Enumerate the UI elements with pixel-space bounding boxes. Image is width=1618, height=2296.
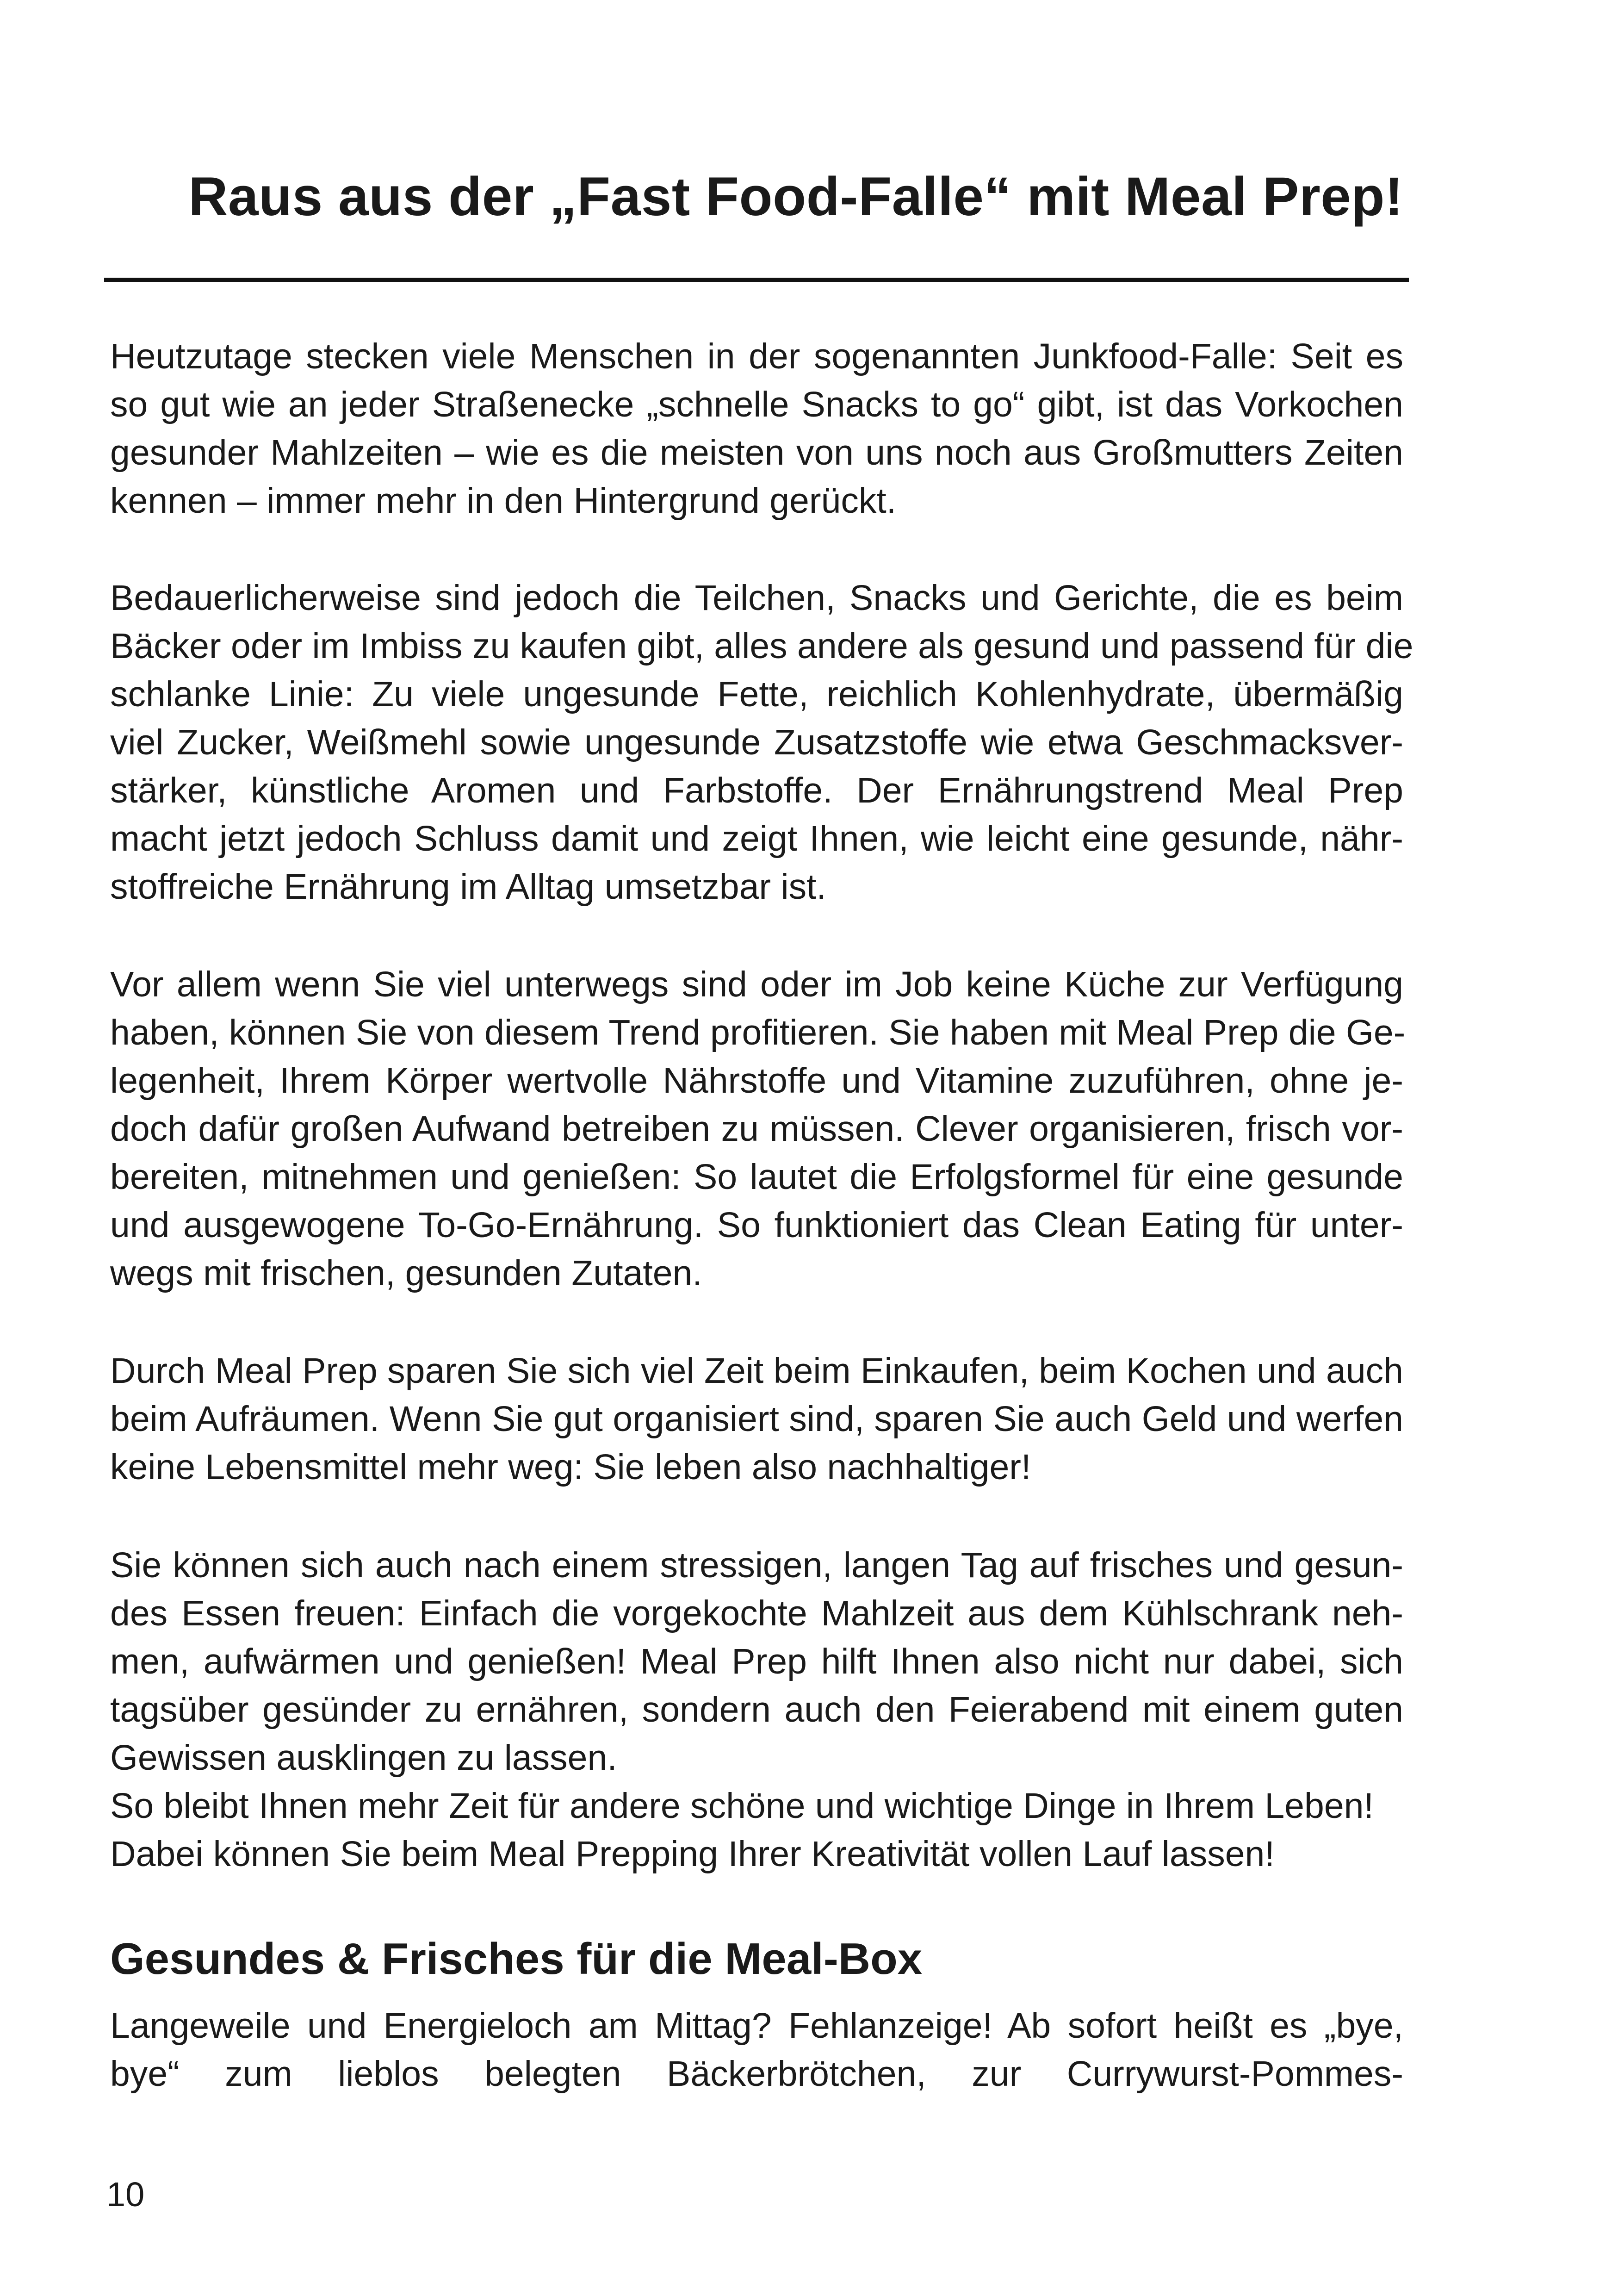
paragraph-line: stärker, künstliche Aromen und Farbstoffe. Der Ernährungstrend Meal Prep — [110, 771, 1403, 810]
paragraph-line: haben, können Sie von diesem Trend profitieren. Sie haben mit Meal Prep die Ge- — [110, 1013, 1406, 1052]
paragraph-5 — [110, 1541, 1403, 1878]
paragraph-line: Bäcker oder im Imbiss zu kaufen gibt, alles andere als gesund und passend für die — [110, 626, 1413, 666]
paragraph-line: schlanke Linie: Zu viele ungesunde Fette, reichlich Kohlenhydrate, übermäßig — [110, 674, 1403, 714]
paragraph-line: kennen – immer mehr in den Hintergrund gerückt. — [110, 481, 897, 521]
paragraph-line: So bleibt Ihnen mehr Zeit für andere schöne und wichtige Dinge in Ihrem Leben! — [110, 1786, 1374, 1826]
paragraph-line: wegs mit frischen, gesunden Zutaten. — [110, 1253, 702, 1293]
paragraph-line: Heutzutage stecken viele Menschen in der sogenannten Junkfood-Falle: Seit es — [110, 336, 1403, 376]
paragraph-line: und ausgewogene To-Go-Ernährung. So funktioniert das Clean Eating für unter- — [110, 1205, 1403, 1245]
paragraph-line: Vor allem wenn Sie viel unterwegs sind oder im Job keine Küche zur Verfügung — [110, 964, 1403, 1004]
paragraph-4 — [110, 1347, 1403, 1491]
section-heading: Gesundes & Frisches für die Meal-Box — [110, 1934, 923, 1984]
page-number: 10 — [106, 2175, 145, 2214]
paragraph-line: Sie können sich auch nach einem stressigen, langen Tag auf frisches und gesun- — [110, 1545, 1403, 1585]
paragraph-line: tagsüber gesünder zu ernähren, sondern auch den Feierabend mit einem guten — [110, 1690, 1403, 1730]
paragraph-line: Durch Meal Prep sparen Sie sich viel Zeit beim Einkaufen, beim Kochen und auch — [110, 1351, 1403, 1391]
paragraph-line: bereiten, mitnehmen und genießen: So lautet die Erfolgsformel für eine gesunde — [110, 1157, 1403, 1197]
paragraph-line: Dabei können Sie beim Meal Prepping Ihrer Kreativität vollen Lauf lassen! — [110, 1834, 1275, 1874]
paragraph-line: viel Zucker, Weißmehl sowie ungesunde Zusatzstoffe wie etwa Geschmacksver- — [110, 722, 1403, 762]
paragraph-line: bye“ zum lieblos belegten Bäckerbrötchen, zur Currywurst-Pommes- — [110, 2054, 1403, 2094]
paragraph-line: men, aufwärmen und genießen! Meal Prep hilft Ihnen also nicht nur dabei, sich — [110, 1642, 1403, 1681]
paragraph-line: keine Lebensmittel mehr weg: Sie leben also nachhaltiger! — [110, 1447, 1031, 1487]
paragraph-line: Gewissen ausklingen zu lassen. — [110, 1738, 617, 1778]
paragraph-line: doch dafür großen Aufwand betreiben zu müssen. Clever organisieren, frisch vor- — [110, 1109, 1403, 1149]
paragraph-line: legenheit, Ihrem Körper wertvolle Nährstoffe und Vitamine zuzuführen, ohne je- — [110, 1061, 1403, 1101]
title-underline — [104, 278, 1409, 282]
paragraph-1 — [110, 332, 1403, 525]
paragraph-2 — [110, 574, 1413, 911]
paragraph-line: macht jetzt jedoch Schluss damit und zeigt Ihnen, wie leicht eine gesunde, nähr- — [110, 819, 1403, 859]
paragraph-line: beim Aufräumen. Wenn Sie gut organisiert sind, sparen Sie auch Geld und werfen — [110, 1399, 1403, 1439]
paragraph-line: stoffreiche Ernährung im Alltag umsetzbar ist. — [110, 867, 826, 907]
paragraph-3 — [110, 960, 1406, 1297]
section-paragraph — [110, 2002, 1403, 2098]
paragraph-line: Bedauerlicherweise sind jedoch die Teilchen, Snacks und Gerichte, die es beim — [110, 578, 1403, 618]
paragraph-line: Langeweile und Energieloch am Mittag? Fehlanzeige! Ab sofort heißt es „bye, — [110, 2006, 1403, 2046]
page-title: Raus aus der „Fast Food-Falle“ mit Meal Prep! — [188, 166, 1403, 227]
paragraph-line: so gut wie an jeder Straßenecke „schnelle Snacks to go“ gibt, ist das Vorkochen — [110, 385, 1403, 424]
paragraph-line: des Essen freuen: Einfach die vorgekochte Mahlzeit aus dem Kühlschrank neh- — [110, 1593, 1403, 1633]
paragraph-line: gesunder Mahlzeiten – wie es die meisten von uns noch aus Großmutters Zeiten — [110, 433, 1403, 473]
